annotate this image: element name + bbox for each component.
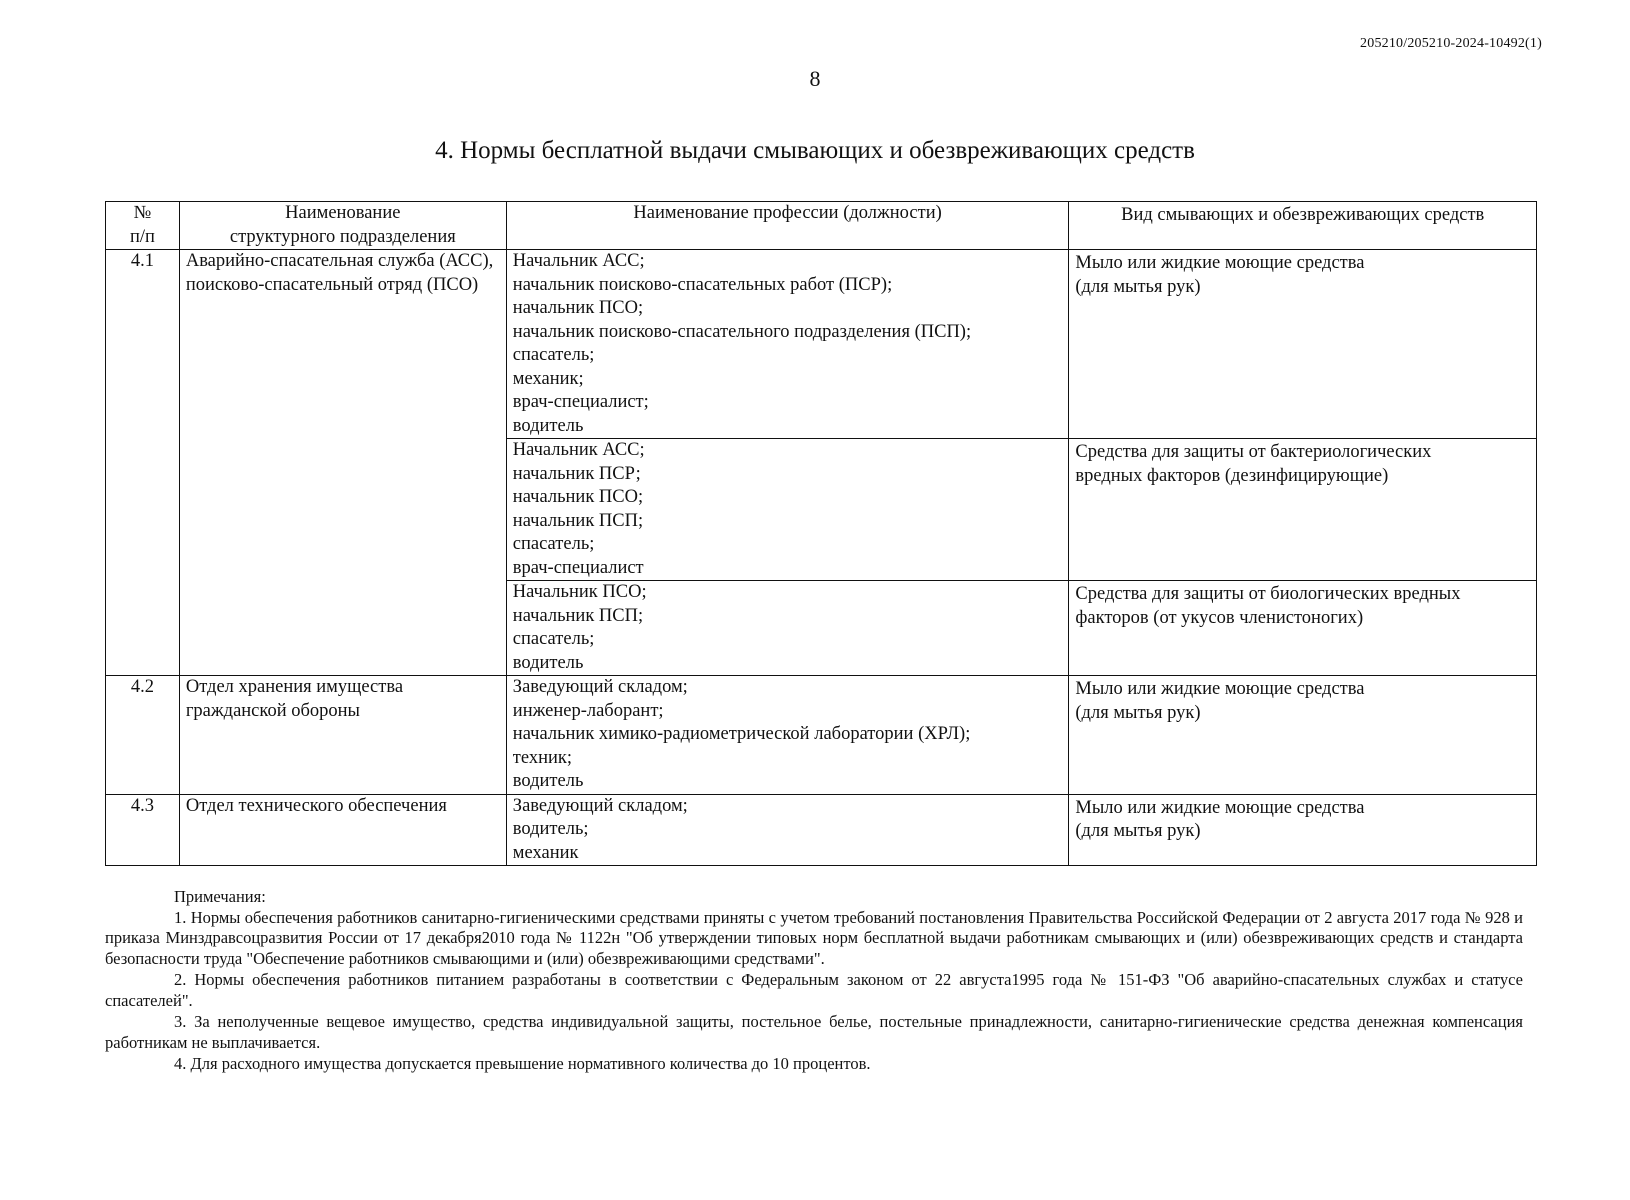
profession-line: начальник поисково-спасательного подразделения (ПСП);	[512, 321, 972, 342]
unit-line: поисково-спасательный отряд (ПСО)	[185, 274, 479, 295]
note-item: 3. За неполученные вещевое имущество, средства индивидуальной защиты, постельное белье, постельные принадлежности, санитарно-гигиенические средства денежная компенсация работникам не выплачивается.	[105, 1012, 1523, 1052]
row-remedy	[1069, 250, 1537, 439]
header-profession-line: Наименование профессии (должности)	[633, 203, 942, 223]
profession-line: начальник поисково-спасательных работ (ПСР);	[512, 274, 893, 295]
table-row	[106, 676, 1537, 795]
row-number: 4.2	[106, 676, 180, 795]
profession-line: спасатель;	[512, 534, 595, 554]
profession-line: инженер-лаборант;	[512, 700, 664, 721]
header-number-line: п/п	[129, 226, 155, 247]
profession-line: начальник химико-радиометрической лаборатории (ХРЛ);	[512, 724, 971, 744]
unit-line: Отдел хранения имущества	[185, 677, 404, 697]
profession-line: техник;	[512, 747, 573, 768]
row-professions	[506, 581, 1069, 676]
profession-line: механик;	[512, 368, 584, 389]
remedy-line: (для мытья рук)	[1075, 702, 1201, 723]
table-row	[106, 794, 1537, 866]
profession-line: Начальник АСС;	[512, 440, 645, 460]
document-id: 205210/205210-2024-10492(1)	[1360, 36, 1542, 51]
section-title: 4. Нормы бесплатной выдачи смывающих и обезвреживающих средств	[435, 137, 1195, 164]
row-professions	[506, 794, 1069, 866]
profession-line: Начальник АСС;	[512, 251, 645, 271]
unit-line: Отдел технического обеспечения	[185, 795, 447, 816]
row-unit	[179, 794, 506, 866]
row-remedy	[1069, 581, 1537, 676]
unit-line: Аварийно-спасательная служба (АСС),	[185, 251, 494, 271]
profession-line: механик	[512, 842, 579, 863]
profession-line: спасатель;	[512, 629, 595, 649]
table-row	[106, 250, 1537, 439]
profession-line: водитель	[512, 415, 584, 436]
profession-line: водитель	[512, 771, 584, 791]
row-remedy	[1069, 794, 1537, 866]
remedy-line: вредных факторов (дезинфицирующие)	[1075, 465, 1389, 486]
header-number	[106, 202, 180, 250]
profession-line: водитель	[512, 652, 584, 673]
header-unit	[179, 202, 506, 250]
page-number: 8	[809, 66, 821, 91]
row-professions	[506, 439, 1069, 581]
profession-line: начальник ПСП;	[512, 605, 644, 626]
profession-line: Начальник ПСО;	[512, 582, 647, 602]
remedy-line: Средства для защиты от биологических вредных	[1075, 584, 1461, 604]
unit-line: гражданской обороны	[185, 700, 360, 721]
header-profession	[506, 202, 1069, 250]
header-remedy	[1069, 202, 1537, 250]
header-unit-line: Наименование	[285, 203, 401, 223]
remedy-line: (для мытья рук)	[1075, 276, 1201, 297]
remedy-line: Мыло или жидкие моющие средства	[1075, 253, 1365, 273]
note-item: 4. Для расходного имущества допускается превышение нормативного количества до 10 процентов.	[174, 1054, 871, 1073]
header-remedy-line: Вид смывающих и обезвреживающих средств	[1121, 205, 1485, 225]
profession-line: Заведующий складом;	[512, 677, 688, 697]
profession-line: врач-специалист	[512, 557, 644, 578]
note-item: 2. Нормы обеспечения работников питанием разработаны в соответствии с Федеральным законом от 22 августа1995 года № 151-ФЗ "Об аварийно-спасательных службах и статусе спасателей".	[105, 970, 1523, 1010]
row-unit	[179, 250, 506, 676]
row-remedy	[1069, 676, 1537, 795]
profession-line: начальник ПСП;	[512, 510, 644, 531]
header-number-line: №	[133, 203, 152, 223]
profession-line: начальник ПСО;	[512, 298, 644, 318]
remedy-line: Мыло или жидкие моющие средства	[1075, 679, 1365, 699]
note-item: 1. Нормы обеспечения работников санитарно-гигиеническими средствами приняты с учетом требований постановления Правительства Российской Федерации от 2 августа 2017 года № 928 и приказа Минздравсоцразвития России от 17 декабря2010 года № 1122н "Об утверждении типовых норм бесплатной выдачи работникам смывающих и (или) обезвреживающих средств и стандарта безопасности труда "Обеспечение работников смывающими и (или) обезвреживающими средствами".	[105, 907, 1523, 968]
norms-table	[105, 201, 1537, 866]
row-number: 4.1	[106, 250, 180, 676]
row-professions	[506, 250, 1069, 439]
row-remedy	[1069, 439, 1537, 581]
remedy-line: Мыло или жидкие моющие средства	[1075, 797, 1365, 818]
notes-section	[105, 887, 1523, 1075]
profession-line: водитель;	[512, 819, 589, 839]
profession-line: начальник ПСР;	[512, 463, 641, 484]
profession-line: Заведующий складом;	[512, 795, 688, 816]
remedy-line: факторов (от укусов членистоногих)	[1075, 607, 1364, 628]
notes-title: Примечания:	[174, 887, 266, 906]
profession-line: спасатель;	[512, 345, 595, 365]
table-header-row	[106, 202, 1537, 250]
row-unit	[179, 676, 506, 795]
row-professions	[506, 676, 1069, 795]
profession-line: начальник ПСО;	[512, 487, 644, 507]
remedy-line: (для мытья рук)	[1075, 821, 1201, 841]
row-number: 4.3	[106, 794, 180, 866]
remedy-line: Средства для защиты от бактериологических	[1075, 442, 1432, 462]
header-unit-line: структурного подразделения	[229, 226, 456, 247]
profession-line: врач-специалист;	[512, 392, 649, 412]
